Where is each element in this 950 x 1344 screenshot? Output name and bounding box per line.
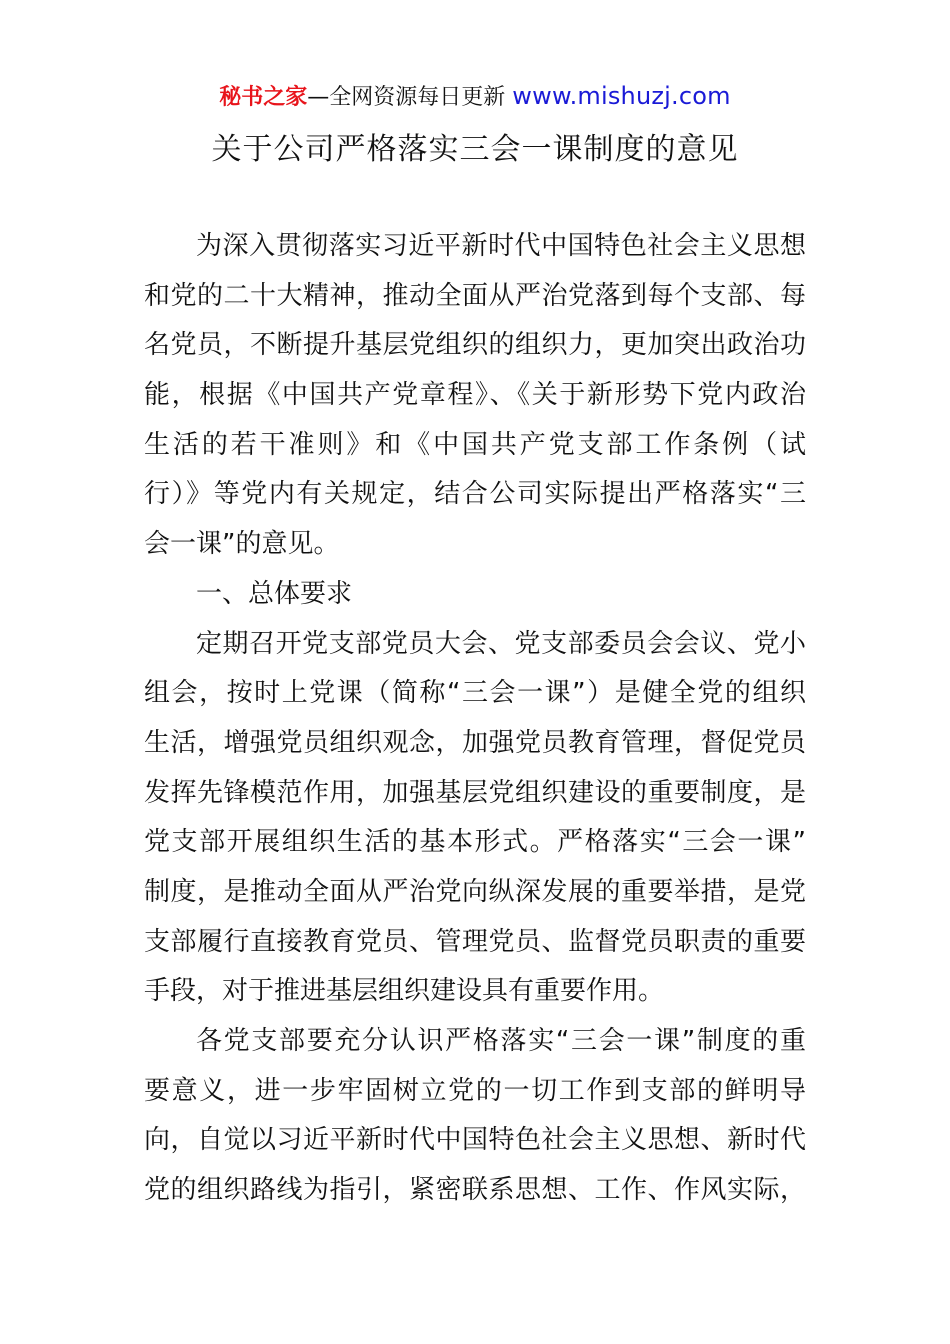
text-line: 各党支部要充分认识严格落实“三会一课”制度的重 — [196, 1026, 806, 1056]
text-line: 生活，增强党员组织观念，加强党员教育管理，督促党员 — [144, 727, 806, 758]
text-line: 会一课”的意见。 — [144, 529, 340, 560]
text-line: 党支部开展组织生活的基本形式。严格落实“三会一课” — [144, 827, 806, 858]
site-header — [0, 80, 950, 114]
text-line: 为深入贯彻落实习近平新时代中国特色社会主义思想 — [196, 231, 806, 261]
text-line: 生活的若干准则》和《中国共产党支部工作条例（试 — [144, 429, 806, 460]
text-line: 党的组织路线为指引，紧密联系思想、工作、作风实际， — [144, 1175, 806, 1206]
brand-name: 秘书之家 — [219, 85, 308, 110]
site-url-link[interactable]: www.mishuzj.com — [512, 82, 731, 110]
text-line: 制度，是推动全面从严治党向纵深发展的重要举措，是党 — [144, 876, 806, 907]
document-body — [144, 222, 806, 1216]
text-line: 和党的二十大精神，推动全面从严治党落到每个支部、每 — [144, 280, 806, 311]
text-line: 能，根据《中国共产党章程》、《关于新形势下党内政治 — [144, 380, 806, 411]
text-line: 向，自觉以习近平新时代中国特色社会主义思想、新时代 — [144, 1125, 806, 1156]
text-line: 要意义，进一步牢固树立党的一切工作到支部的鲜明导 — [144, 1075, 806, 1106]
text-line: 定期召开党支部党员大会、党支部委员会会议、党小 — [196, 628, 806, 659]
text-line: 名党员，不断提升基层党组织的组织力，更加突出政治功 — [144, 330, 806, 361]
text-line: 组会，按时上党课（简称“三会一课”）是健全党的组织 — [144, 678, 806, 709]
text-line: 行）》等党内有关规定，结合公司实际提出严格落实“三 — [144, 479, 806, 510]
document-title: 关于公司严格落实三会一课制度的意见 — [211, 132, 739, 167]
text-line: 支部履行直接教育党员、管理党员、监督党员职责的重要 — [144, 926, 806, 957]
site-tagline: —全网资源每日更新 — [307, 85, 513, 110]
text-line: 发挥先锋模范作用，加强基层党组织建设的重要制度，是 — [144, 777, 806, 808]
section-heading: 一、总体要求 — [196, 578, 353, 609]
text-line: 手段，对于推进基层组织建设具有重要作用。 — [144, 976, 665, 1007]
